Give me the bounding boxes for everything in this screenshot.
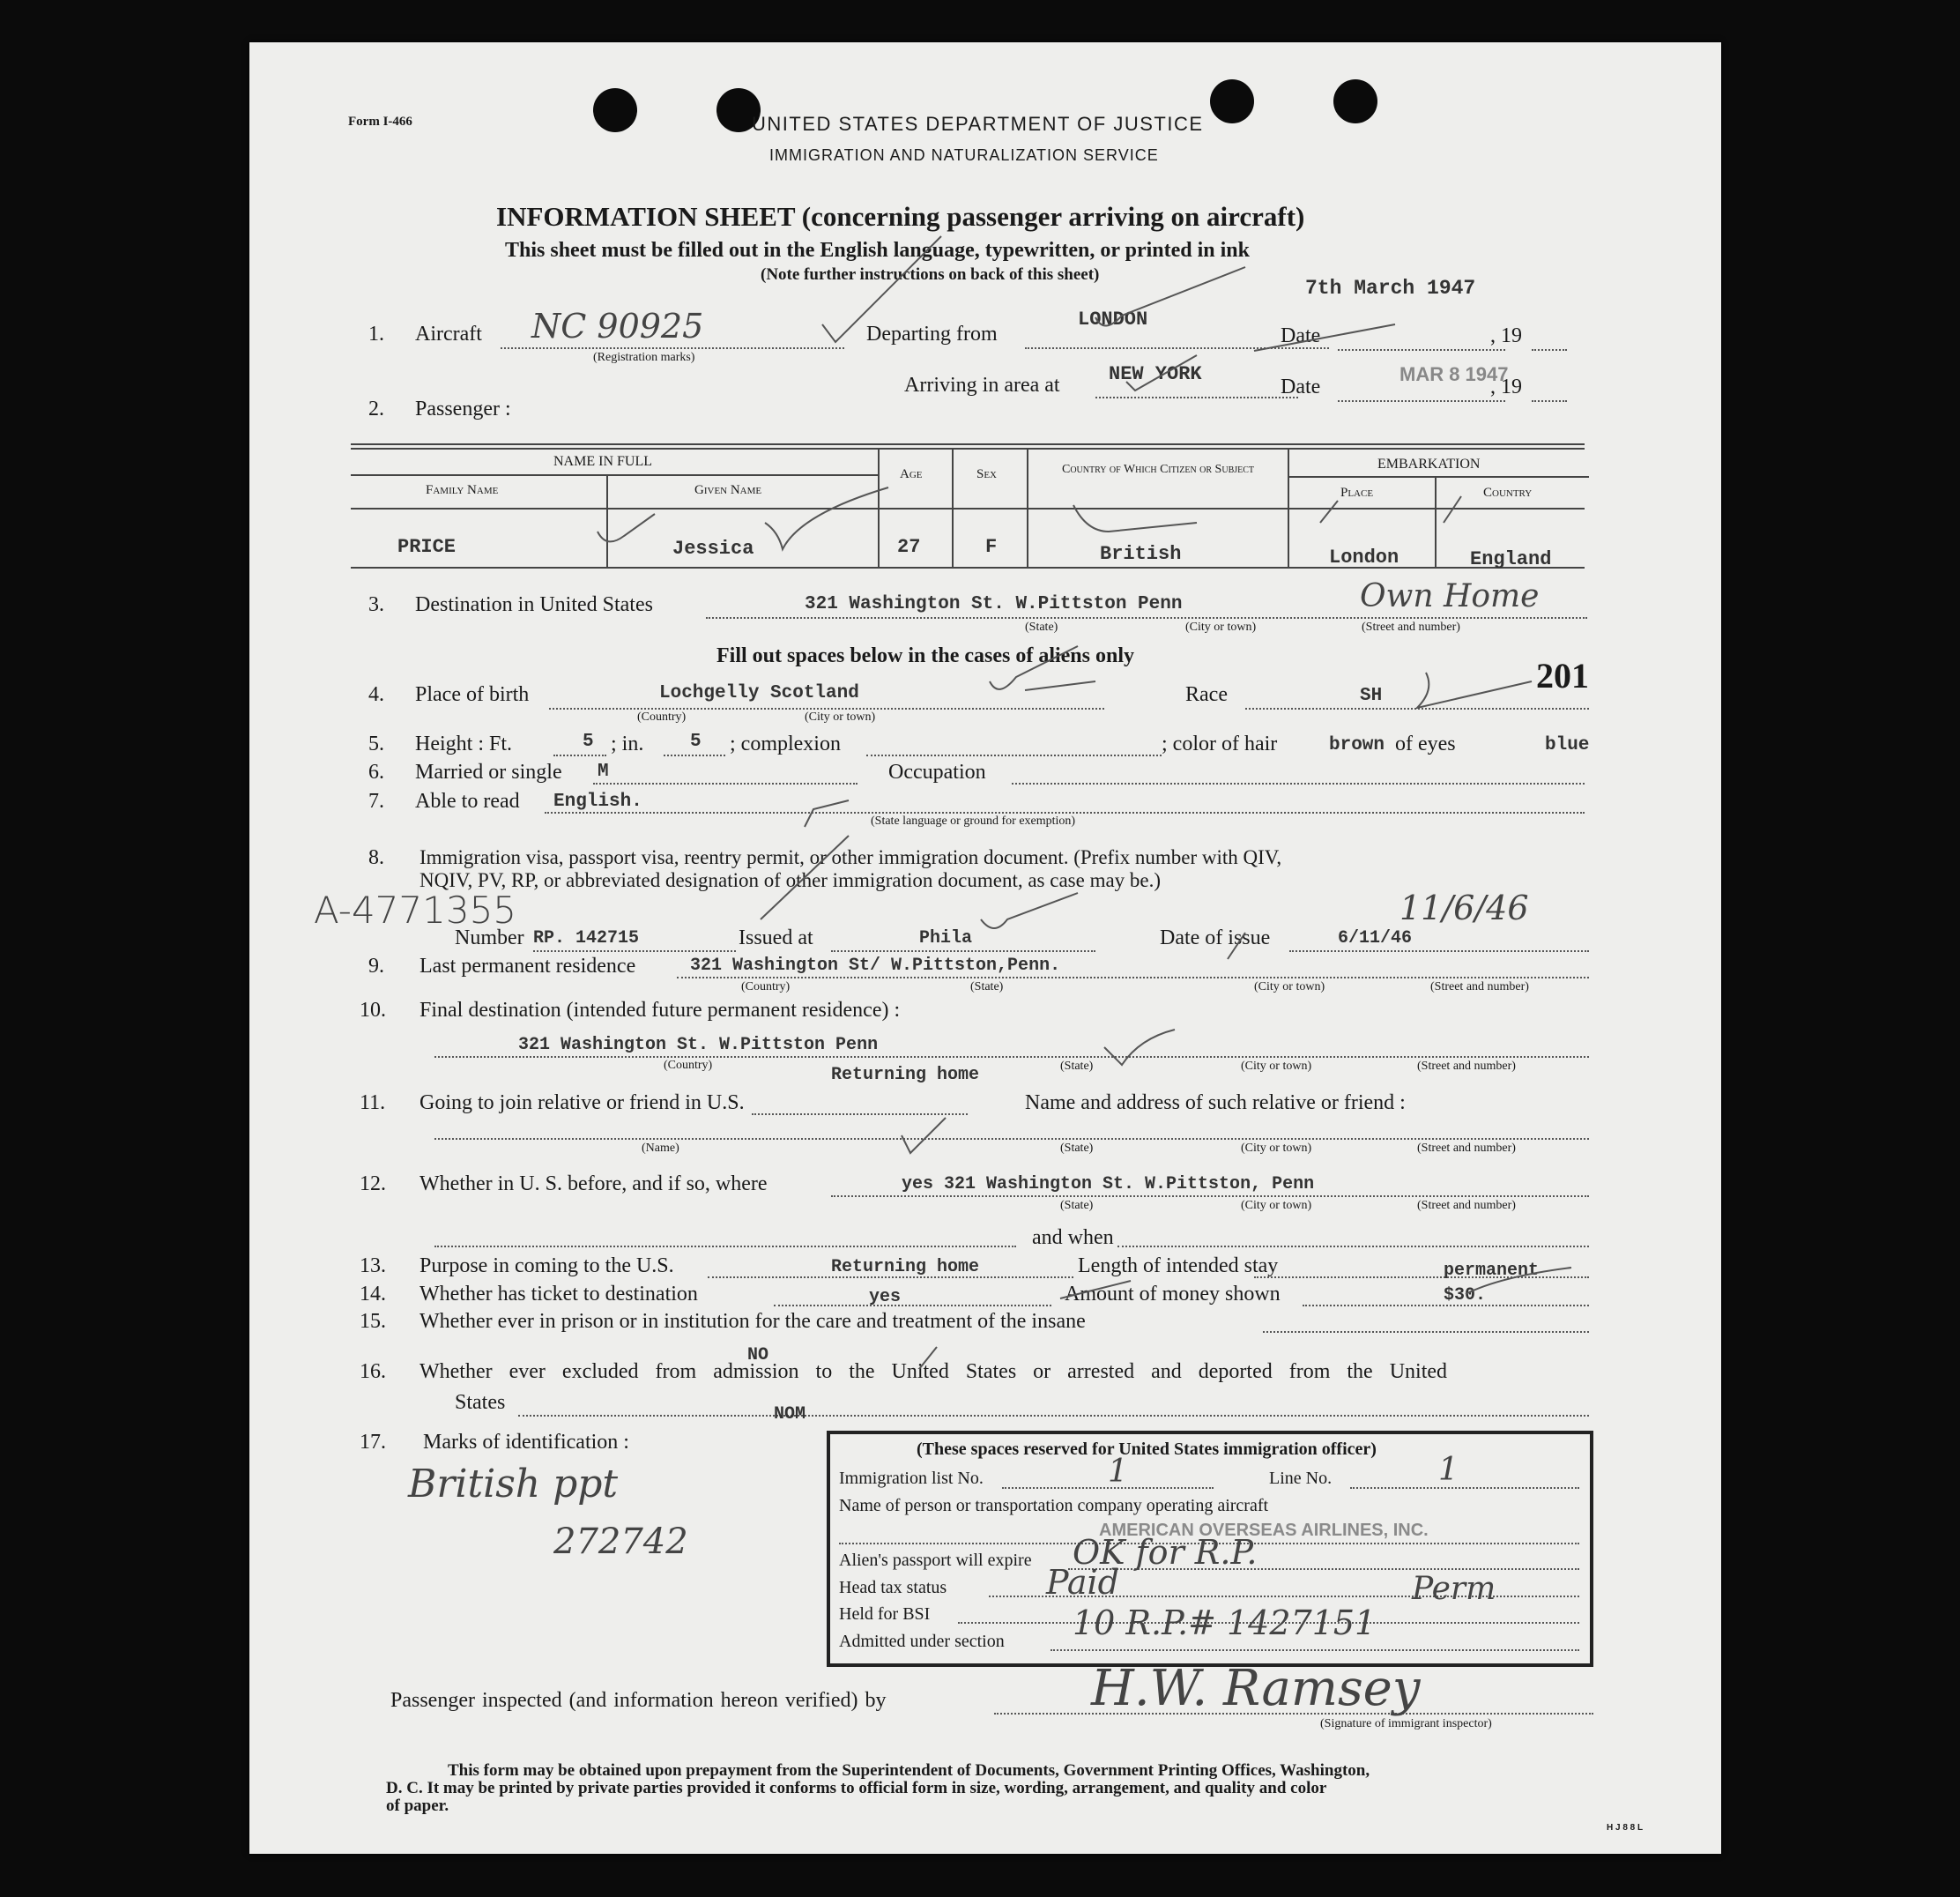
and-when-label: and when (1032, 1226, 1114, 1249)
visa-label-2: NQIV, PV, RP, or abbreviated designation of other immigration document, as case may be.) (419, 869, 1162, 891)
prison-value: NO (747, 1345, 769, 1365)
item-number: 6. (368, 761, 384, 784)
visa-handwritten-number: A-4771355 (314, 889, 517, 932)
birthplace-value: Lochgelly Scotland (659, 683, 859, 703)
place-header: Place (1340, 486, 1374, 500)
marks-label: Marks of identification : (423, 1431, 629, 1454)
bsi-label: Held for BSI (839, 1604, 931, 1624)
line-label: Line No. (1269, 1469, 1333, 1488)
money-label: Amount of money shown (1065, 1283, 1281, 1306)
embarkation-header: EMBARKATION (1377, 457, 1481, 472)
item-number: 10. (360, 999, 386, 1022)
form-title: INFORMATION SHEET (concerning passenger arriving on aircraft) (496, 201, 1305, 232)
eyes-label: of eyes (1395, 733, 1456, 755)
service-name: IMMIGRATION AND NATURALIZATION SERVICE (769, 146, 1159, 164)
sub-city: (City or town) (805, 710, 876, 724)
item-number: 7. (368, 790, 384, 813)
aircraft-label: Aircraft (415, 323, 482, 346)
departing-value: LONDON (1078, 309, 1148, 331)
number-value: RP. 142715 (533, 928, 640, 948)
list-value: 1 (1108, 1454, 1128, 1490)
section-label: Admitted under section (839, 1632, 1005, 1651)
race-value: SH (1360, 686, 1383, 706)
item-number: 5. (368, 733, 384, 755)
hair-value: brown (1329, 735, 1385, 755)
form-note: (Note further instructions on back of this sheet) (761, 265, 1100, 284)
departure-date-value: 7th March 1947 (1305, 277, 1476, 300)
issued-value: Phila (919, 928, 973, 948)
issued-label: Issued at (739, 926, 813, 949)
ticket-value: yes (869, 1287, 902, 1307)
form-number: Form I-466 (348, 115, 412, 129)
destination-handwritten: Own Home (1360, 578, 1540, 614)
read-value: English. (553, 792, 642, 812)
purpose-label: Purpose in coming to the U.S. (419, 1254, 674, 1277)
residence-label: Last permanent residence (419, 955, 636, 978)
name-in-full-header: NAME IN FULL (553, 454, 652, 469)
occupation-label: Occupation (888, 761, 986, 784)
sub-state: (State) (1060, 1142, 1094, 1155)
length-stay-label: Length of intended stay (1078, 1254, 1279, 1277)
inspector-signature: H.W. Ramsey (1091, 1660, 1421, 1717)
sub-state: (State) (1025, 621, 1058, 634)
sub-state: (State) (1060, 1060, 1094, 1073)
sub-city: (City or town) (1241, 1199, 1312, 1212)
officer-heading: (These spaces reserved for United States immigration officer) (917, 1439, 1377, 1459)
prison-label: Whether ever in prison or in institution for the care and treatment of the insane (419, 1310, 1086, 1333)
item-number: 17. (360, 1431, 386, 1454)
residence-value: 321 Washington St/ W.Pittston,Penn. (690, 956, 1061, 976)
date-label: Date (1281, 324, 1321, 347)
passport-expire-label: Alien's passport will expire (839, 1551, 1032, 1570)
height-in-value: 5 (690, 732, 702, 752)
race-code: 201 (1536, 656, 1589, 696)
item-number: 2. (368, 398, 384, 420)
signature-sub: (Signature of immigrant inspector) (1320, 1717, 1492, 1730)
sub-city: (City or town) (1254, 980, 1325, 993)
visa-label-1: Immigration visa, passport visa, reentry permit, or other immigration document. (Prefix number with QIV, (419, 846, 1282, 868)
excluded-value: NOM (774, 1404, 806, 1425)
embarkation-country-value: England (1470, 548, 1552, 570)
arriving-value: NEW YORK (1109, 363, 1202, 385)
date-issue-label: Date of issue (1160, 926, 1271, 949)
arrival-date-stamp: MAR 8 1947 (1399, 363, 1509, 385)
age-header: Age (900, 467, 923, 481)
married-label: Married or single (415, 761, 562, 784)
footer-code: H J 8 8 L (1607, 1823, 1644, 1833)
sub-country: (Country) (637, 710, 687, 724)
sub-street: (Street and number) (1430, 980, 1529, 993)
sub-street: (Street and number) (1417, 1060, 1516, 1073)
sub-city: (City or town) (1185, 621, 1257, 634)
sex-value: F (985, 536, 998, 558)
sex-header: Sex (976, 467, 998, 481)
given-name-value: Jessica (672, 538, 754, 560)
departing-label: Departing from (866, 323, 998, 346)
country-citizen-header: Country of Which Citizen or Subject (1061, 463, 1255, 476)
aliens-heading: Fill out spaces below in the cases of aliens only (716, 644, 1135, 667)
head-tax-label: Head tax status (839, 1578, 947, 1597)
given-name-header: Given Name (694, 483, 762, 497)
eyes-value: blue (1545, 735, 1590, 755)
sub-state: (State) (970, 980, 1004, 993)
read-label: Able to read (415, 790, 520, 813)
height-ft-value: 5 (583, 732, 594, 752)
year-prefix: , 19 (1490, 324, 1522, 347)
sub-city: (City or town) (1241, 1060, 1312, 1073)
footer-line-3: of paper. (386, 1797, 449, 1815)
family-name-value: PRICE (397, 536, 457, 558)
sub-street: (Street and number) (1417, 1142, 1516, 1155)
embarkation-place-value: London (1329, 547, 1399, 569)
registration-sub: (Registration marks) (593, 351, 695, 364)
item-number: 11. (360, 1091, 386, 1114)
us-before-label: Whether in U. S. before, and if so, where (419, 1172, 768, 1195)
item-number: 12. (360, 1172, 386, 1195)
race-label: Race (1185, 683, 1228, 706)
inspection-label: Passenger inspected (and information hereon verified) by (390, 1689, 887, 1712)
join-relative-label: Going to join relative or friend in U.S. (419, 1091, 745, 1114)
us-before-value: yes 321 Washington St. W.Pittston, Penn (902, 1174, 1315, 1194)
agency-name: UNITED STATES DEPARTMENT OF JUSTICE (752, 113, 1204, 135)
embarkation-country-header: Country (1483, 486, 1533, 500)
age-value: 27 (897, 536, 921, 558)
sub-street: (Street and number) (1362, 621, 1460, 634)
complexion-label: ; complexion (730, 733, 841, 755)
form-sheet (249, 42, 1721, 1854)
arrival-date-label: Date (1281, 376, 1321, 398)
section-value: 10 R.P.# 1427151 (1073, 1603, 1377, 1642)
list-label: Immigration list No. (839, 1469, 984, 1488)
number-label: Number (455, 926, 524, 949)
item-number: 15. (360, 1310, 386, 1333)
money-value: $30. (1444, 1285, 1487, 1306)
item-number: 13. (360, 1254, 386, 1277)
citizen-value: British (1100, 543, 1182, 565)
footer-line-1: This form may be obtained upon prepayment from the Superintendent of Documents, Government Printing Offices, Washington, (448, 1761, 1370, 1780)
company-label: Name of person or transportation company operating aircraft (839, 1496, 1269, 1515)
visa-handwritten-date: 11/6/46 (1399, 889, 1529, 927)
company-stamp: AMERICAN OVERSEAS AIRLINES, INC. (1099, 1521, 1429, 1540)
marks-handwritten-2: 272742 (553, 1521, 688, 1562)
final-destination-note: Returning home (831, 1065, 980, 1085)
excluded-label-1: Whether ever excluded from admission to the United States or arrested and deported from the United (419, 1360, 1448, 1383)
form-instruction: This sheet must be filled out in the English language, typewritten, or printed in ink (505, 239, 1250, 262)
footer-line-2: D. C. It may be printed by private parties provided it conforms to official form in size, wording, arrangement, and quality and color (386, 1779, 1327, 1797)
item-number: 16. (360, 1360, 386, 1383)
ticket-label: Whether has ticket to destination (419, 1283, 698, 1306)
item-number: 8. (368, 846, 384, 869)
married-value: M (598, 762, 609, 782)
final-destination-label: Final destination (intended future permanent residence) : (419, 999, 901, 1022)
sub-state: (State) (1060, 1199, 1094, 1212)
check-marks (249, 42, 1721, 1854)
marks-handwritten-1: British ppt (408, 1462, 619, 1506)
aircraft-value: NC 90925 (531, 307, 704, 346)
height-in-label: ; in. (611, 733, 644, 755)
purpose-value: Returning home (831, 1257, 980, 1277)
destination-value: 321 Washington St. W.Pittston Penn (805, 594, 1183, 614)
sub-street: (Street and number) (1417, 1199, 1516, 1212)
arriving-label: Arriving in area at (904, 374, 1060, 397)
height-label: Height : Ft. (415, 733, 513, 755)
item-number: 14. (360, 1283, 386, 1306)
relative-address-label: Name and address of such relative or friend : (1025, 1091, 1406, 1114)
family-name-header: Family Name (426, 483, 499, 497)
item-number: 9. (368, 955, 384, 978)
item-number: 4. (368, 683, 384, 706)
final-destination-value: 321 Washington St. W.Pittston Penn (518, 1035, 879, 1055)
birthplace-label: Place of birth (415, 683, 530, 706)
passport-expire-value: OK for R.P. (1073, 1533, 1258, 1572)
line-value: 1 (1438, 1452, 1459, 1488)
head-tax-value: Paid (1046, 1563, 1119, 1602)
destination-label: Destination in United States (415, 593, 653, 616)
sub-country: (Country) (664, 1059, 713, 1072)
sub-city: (City or town) (1241, 1142, 1312, 1155)
date-issue-value: 6/11/46 (1338, 928, 1413, 948)
read-sub: (State language or ground for exemption) (871, 815, 1076, 828)
length-stay-value: permanent (1444, 1261, 1540, 1281)
excluded-label-2: States (455, 1391, 506, 1414)
passenger-label: Passenger : (415, 398, 511, 420)
item-number: 1. (368, 323, 384, 346)
sub-country: (Country) (741, 980, 791, 993)
head-tax-extra: Perm (1412, 1571, 1496, 1607)
sub-name: (Name) (642, 1142, 679, 1155)
hair-label: ; color of hair (1162, 733, 1278, 755)
item-number: 3. (368, 593, 384, 616)
year-prefix-2: , 19 (1490, 376, 1522, 398)
